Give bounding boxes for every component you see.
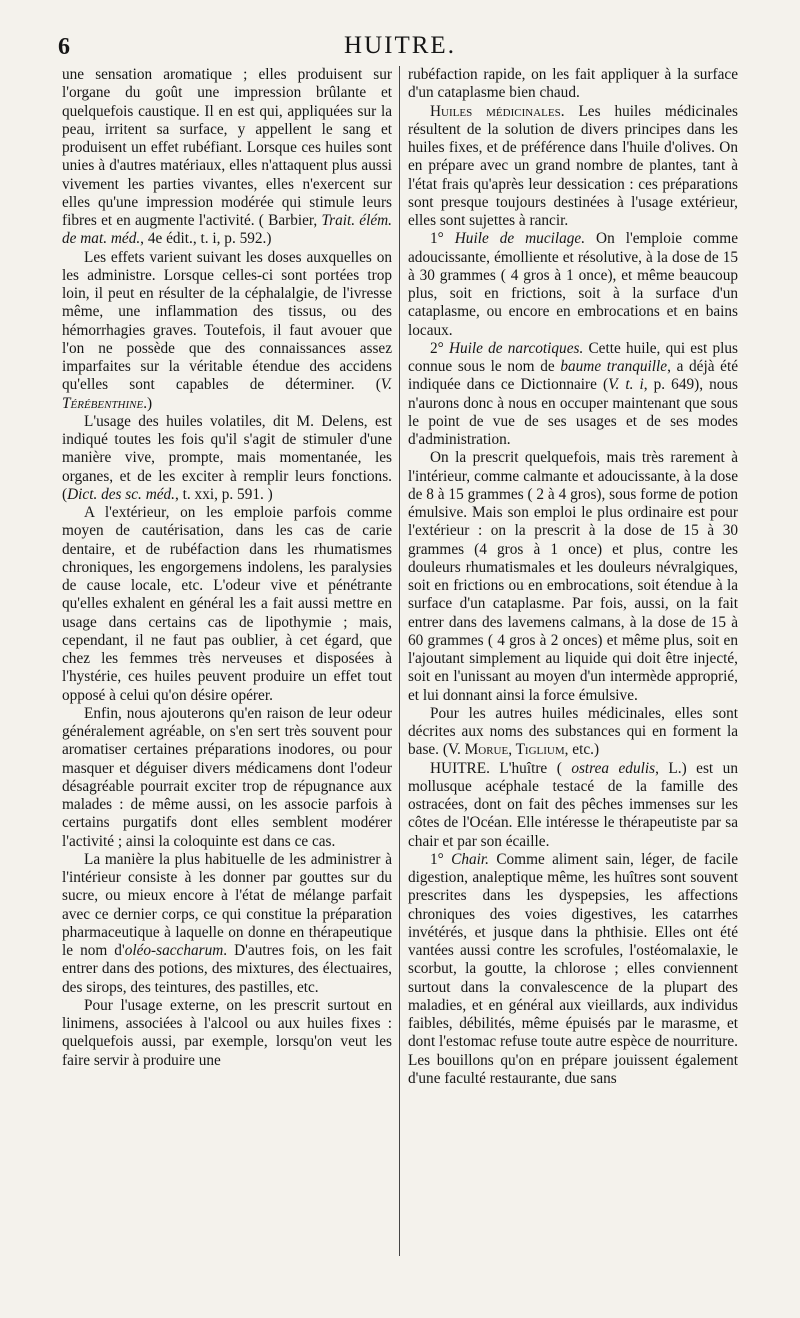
paragraph: Huiles médicinales. Les huiles médicinales résultent de la solution de divers principes dans les huiles fixes, et de préférence dans l'huile d'olives. On en prépare avec un grand nombre de plantes, tant à l'état frais qu'après leur dessication : ces préparations sont presque toujours destinées à l'usage extérieur, elles sont sujettes à rancir. [408,102,738,229]
cross-reference: V. t. i [608,376,644,394]
paragraph: 1° Chair. Comme aliment sain, léger, de facile digestion, analeptique même, les huîtres sont souvent prescrites dans les dyspepsies, les affections chroniques des voies digestives, les catarrhes invétérés, et jusque dans la phthisie. Elles ont été vantées aussi contre les scrofules, l'ostéomalaxie, le scorbut, la goutte, la chlorose ; elles conviennent surtout dans la convalescence de la plupart des maladies, et en général aux vieillards, aux individus faibles, débilités, même épuisés par le marasme, et dont l'estomac refuse toute autre espèce de nourriture. Les bouillons qu'on en prépare jouissent également d'une faculté restaurante, due sans [408,850,738,1087]
term: oléo-saccharum [124,942,224,959]
section-heading: Chair. [451,850,489,868]
paragraph: L'usage des huiles volatiles, dit M. Delens, est indiqué toutes les fois qu'il s'agit de stimuler d'une manière vive, prompte, mais momentanée, les organes, et de les exciter à remplir leurs fonctions. (Dict. des sc. méd., t. xxi, p. 591. ) [62,412,392,503]
running-head: HUITRE. [344,32,456,59]
paragraph: Les effets varient suivant les doses auxquelles on les administre. Lorsque celles-ci sont portées trop loin, il peut en résulter de la céphalalgie, de l'ivresse même, une inflammation des tissus, ou des hémorrhagies graves. Toutefois, il faut avouer que l'on ne possède que des connaissances assez imparfaites sur la véritable étendue des accidens qu'elles sont capables de déterminer. (V. Térébenthine.) [62,248,392,412]
citation: Trait. élém. de mat. méd. [62,212,392,248]
citation: Dict. des sc. méd. [67,485,176,503]
cross-reference: V. Morue, Tiglium [447,741,565,759]
section-heading: Huiles médicinales. [430,102,565,120]
section-heading: Huile de narcotiques. [448,339,584,357]
paragraph: une sensation aromatique ; elles produisent sur l'organe du goût une impression brûlante et quelquefois caustique. Il en est qui, appliquées sur la peau, irritent sa surface, y appellent le sang et produisent un effet rubéfiant. Lorsque ces huiles sont unies à d'autres matériaux, elles n'attaquent plus aussi vivement les parties vivantes, elles n'exercent sur elles qu'une impression modérée qui stimule leurs fibres et en augmente l'activité. ( Barbier, Trait. élém. de mat. méd., 4e édit., t. i, p. 592.) [62,66,392,248]
section-heading: Huile de mucilage. [454,230,586,248]
term: baume tranquille [560,358,668,375]
paragraph: A l'extérieur, on les emploie parfois comme moyen de cautérisation, dans les cas de carie dentaire, et de rubéfaction dans les rhumatismes chroniques, les engorgemens indolens, les paralysies de cause locale, etc. L'odeur vive et pénétrante qu'elles exhalent en général les a fait aussi mettre en usage dans certains cas de lipothymie ; mais, cependant, il ne faut pas oublier, à cet égard, que chez les femmes très nerveuses et disposées à l'hystérie, ces huiles peuvent produire un effet tout opposé à celui qu'on désire opérer. [62,504,392,704]
paragraph: 2° Huile de narcotiques. Cette huile, qui est plus connue sous le nom de baume tranquille, a déjà été indiquée dans ce Dictionnaire (V. t. i, p. 649), nous n'aurons donc à nous en occuper maintenant que sous le point de vue de ses usages et de ses modes d'administration. [408,339,738,448]
paragraph: 1° Huile de mucilage. On l'emploie comme adoucissante, émolliente et résolutive, à la dose de 15 à 30 grammes ( 4 gros à 1 once), et même beaucoup plus, soit en frictions, soit à la surface d'un cataplasme, ou encore en embrocations et en bains locaux. [408,230,738,339]
paragraph: Enfin, nous ajouterons qu'en raison de leur odeur généralement agréable, on s'en sert très souvent pour aromatiser certaines préparations inodores, ou pour masquer et déguiser divers médicamens dont l'odeur désagréable pourrait exciter trop de répugnance aux malades : de même aussi, on les associe parfois à certains purgatifs dont elles semblent modérer l'activité ; ainsi la coloquinte est dans ce cas. [62,704,392,850]
left-column [62,66,392,1070]
paragraph: HUITRE. L'huître ( ostrea edulis, L.) est un mollusque acéphale testacé de la famille des ostracées, dont on fait des pêches immenses sur les côtes de l'Océan. Elle intéresse le thérapeutiste par sa chair et par son écaille. [408,759,738,850]
paragraph: La manière la plus habituelle de les administrer à l'intérieur consiste à les donner par gouttes sur du sucre, ou mieux encore à l'état de mélange parfait avec ce dernier corps, ce qui constitue la préparation pharmaceutique à laquelle on donne en thérapeutique le nom d'oléo-saccharum. D'autres fois, on les fait entrer dans des potions, des mixtures, des électuaires, des sirops, des teintures, des pastilles, etc. [62,850,392,996]
paragraph: Pour l'usage externe, on les prescrit surtout en linimens, associées à l'alcool ou aux huiles fixes : quelquefois aussi, par exemple, lorsqu'on veut les faire servir à produire une [62,996,392,1069]
column-divider [399,66,400,1256]
term: ostrea edulis [571,759,656,777]
paragraph: On la prescrit quelquefois, mais très rarement à l'intérieur, comme calmante et adoucissante, à la dose de 8 à 15 grammes ( 2 à 4 gros), sous forme de potion émulsive. Mais son emploi le plus ordinaire est pour l'extérieur : on la prescrit à la dose de 15 à 30 grammes (4 gros à 1 once) et plus, contre les douleurs rhumatismales et les douleurs névralgiques, soit en frictions ou en embrocations, soit étendue à la surface d'un cataplasme. Par fois, aussi, on la fait entrer dans des lavemens calmans, à la dose de 15 à 60 grammes ( 4 gros à 2 onces) et même plus, soit en l'ajoutant simplement au liquide qui doit être injecté, soit en l'unissant au moyen d'un intermède approprié, et lui donnant ainsi la force émulsive. [408,449,738,704]
cross-reference: V. Térébenthine [62,376,392,412]
right-column [408,66,738,1088]
paragraph: Pour les autres huiles médicinales, elles sont décrites aux noms des substances qui en forment la base. (V. Morue, Tiglium, etc.) [408,704,738,759]
page-header [58,30,742,66]
paragraph: rubéfaction rapide, on les fait appliquer à la surface d'un cataplasme bien chaud. [408,66,738,102]
entry-heading: HUITRE. [430,759,490,777]
page-number: 6 [58,34,70,60]
